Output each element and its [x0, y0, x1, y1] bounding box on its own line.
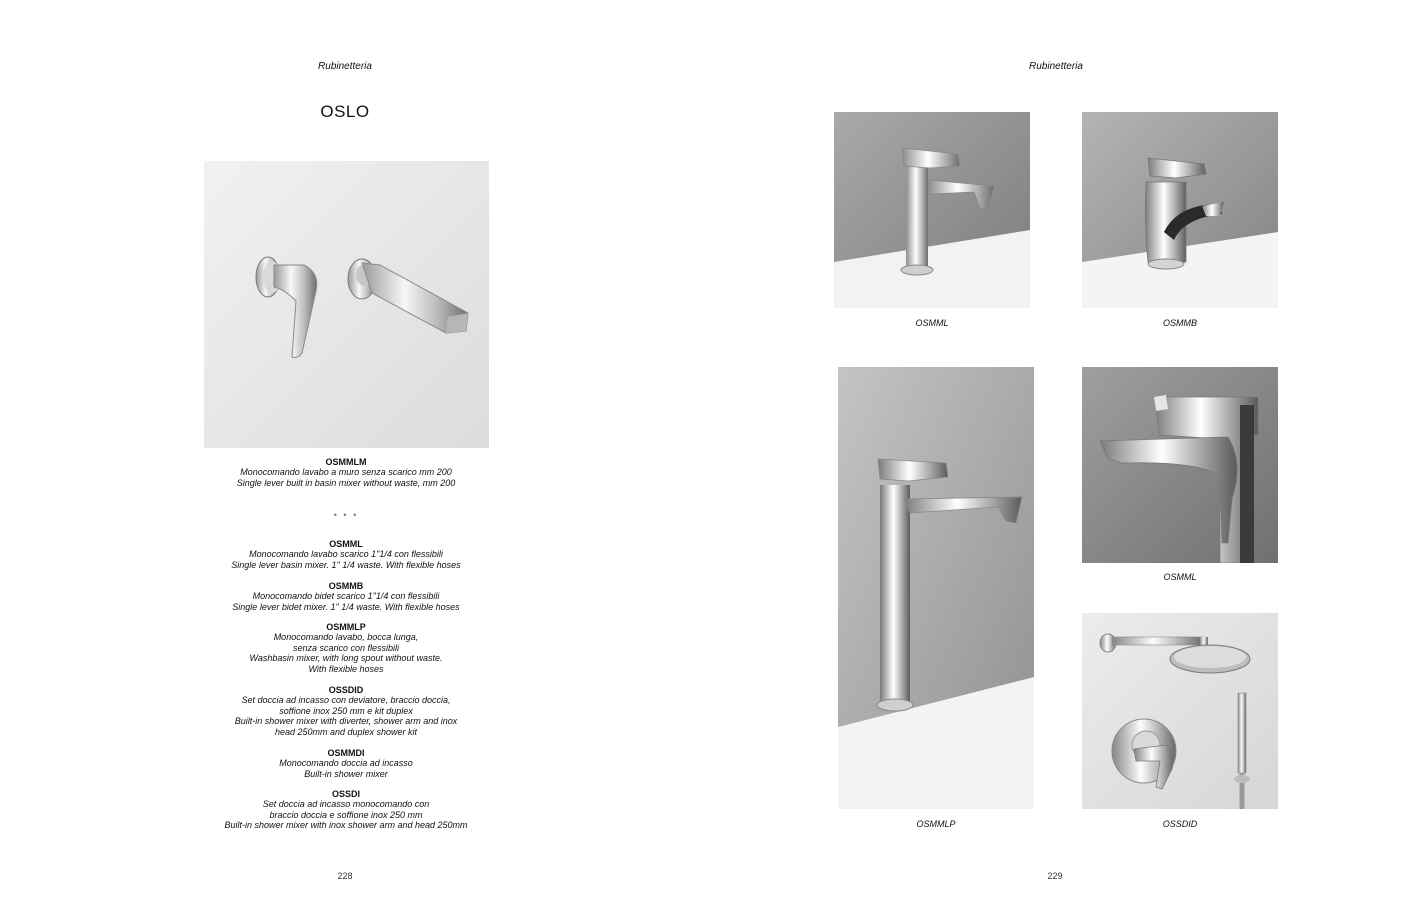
product-line: senza scarico con flessibili [292, 642, 400, 653]
section-label: Rubinetteria [318, 61, 372, 72]
product-line: soffione inox 250 mm e kit duplex [279, 705, 413, 716]
left-page [0, 0, 700, 904]
product-line: Monocomando doccia ad incasso [279, 758, 413, 769]
product-line: Built-in shower mixer with diverter, shower arm and inox [234, 716, 458, 727]
product-line: Monocomando bidet scarico 1"1/4 con flessibili [252, 591, 440, 602]
product-code: OSMMB [328, 581, 364, 591]
product-code: OSMML [329, 539, 363, 549]
product-line: Set doccia ad incasso monocomando con [262, 799, 430, 810]
product-line: Built-in shower mixer with inox shower arm and head 250mm [224, 820, 468, 831]
product-desc-ossdi [196, 789, 496, 831]
product-desc-osmmb [196, 581, 496, 612]
section-label: Rubinetteria [1029, 61, 1083, 72]
product-desc-osmmdi [196, 748, 496, 779]
product-code: OSMMLM [325, 457, 367, 467]
caption-middle-right: OSMML [1163, 572, 1197, 582]
product-line: head 250mm and duplex shower kit [274, 726, 418, 737]
product-code: OSSDI [331, 789, 360, 799]
main-product-desc [196, 457, 496, 488]
product-line: Set doccia ad incasso con deviatore, braccio doccia, [241, 695, 451, 706]
product-line: Built-in shower mixer [304, 768, 388, 779]
collection-title: OSLO [320, 102, 370, 121]
product-code: OSMMDI [327, 748, 365, 758]
product-line: braccio doccia e soffione inox 250 mm [269, 809, 423, 820]
product-line: With flexible hoses [308, 663, 384, 674]
product-code: OSSDID [328, 685, 364, 695]
product-code: OSMMLP [326, 622, 366, 632]
caption-top-right: OSMMB [1162, 318, 1197, 328]
caption-bottom-left: OSMMLP [916, 819, 956, 829]
caption-bottom-right: OSSDID [1162, 819, 1198, 829]
separator: • • • [333, 510, 359, 520]
osmml-closeup-photo [1082, 367, 1278, 563]
product-line: Monocomando lavabo scarico 1"1/4 con flessibili [249, 549, 443, 560]
caption-top-left: OSMML [915, 318, 949, 328]
product-desc-osmmlp [196, 622, 496, 674]
product-desc-osmml [196, 539, 496, 570]
osmmb-photo [1082, 112, 1278, 308]
product-line: Single lever bidet mixer. 1" 1/4 waste. With flexible hoses [232, 601, 460, 612]
osmml-photo [834, 112, 1030, 308]
product-line: Monocomando lavabo, bocca lunga, [273, 632, 419, 643]
product-line: Washbasin mixer, with long spout without waste. [249, 653, 443, 664]
osmmlm-photo [204, 161, 489, 448]
product-line: Single lever built in basin mixer without waste, mm 200 [236, 477, 456, 488]
osmmlp-photo [838, 367, 1034, 809]
page-number: 228 [337, 871, 353, 881]
ossdid-photo [1082, 613, 1278, 809]
right-page [700, 0, 1400, 904]
product-line: Monocomando lavabo a muro senza scarico mm 200 [240, 467, 452, 478]
product-desc-ossdid [196, 685, 496, 737]
product-line: Single lever basin mixer. 1" 1/4 waste. With flexible hoses [231, 559, 461, 570]
page-number: 229 [1047, 871, 1063, 881]
